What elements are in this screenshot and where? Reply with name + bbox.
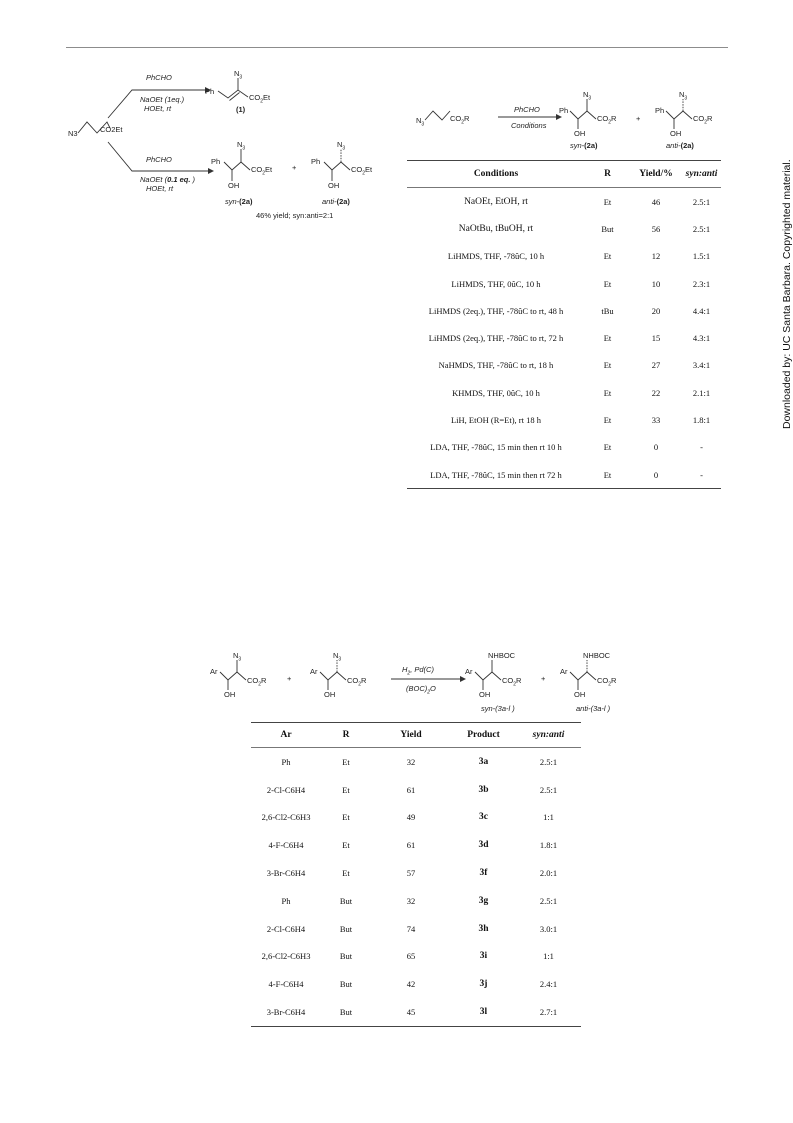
bottom-condition-solvent: HOEt, rt	[146, 184, 174, 193]
cell-yield: 0	[653, 442, 659, 453]
cell-ar: 4-F-C6H4	[268, 840, 304, 851]
product-anti-oh: OH	[574, 690, 586, 699]
cell-yield: 0	[653, 469, 659, 480]
cell-r: Et	[603, 387, 612, 398]
header-r: R	[342, 730, 350, 740]
cell-yield: 42	[406, 979, 416, 990]
cell-ar: 4-F-C6H4	[268, 979, 304, 990]
scheme-2-reagent: PhCHO	[514, 105, 540, 114]
cell-yield: 32	[406, 756, 416, 767]
product-syn-label: syn-(3a-l )	[481, 704, 515, 713]
product-1-azide: $N_3$	[234, 69, 243, 81]
scheme-2-anti-azide: $N_3$	[679, 90, 688, 102]
table-row	[251, 776, 581, 804]
cell-conditions: LiHMDS (2eq.), THF, -78ûC to rt, 48 h	[428, 305, 564, 316]
cell-r: Et	[603, 278, 612, 289]
cell-product: 3g	[478, 895, 489, 906]
cell-yield: 45	[406, 1007, 416, 1018]
cell-r: But	[339, 1007, 353, 1018]
product-1-label: (1)	[236, 105, 246, 114]
cell-product: 3i	[479, 951, 488, 962]
table-row	[251, 804, 581, 832]
bottom-reagent: PhCHO	[146, 155, 172, 164]
cell-yield: 61	[406, 784, 416, 795]
cell-yield: 57	[406, 868, 416, 879]
cell-ratio: 1:1	[543, 951, 554, 962]
top-reagent: PhCHO	[146, 73, 172, 82]
product-plus: +	[541, 674, 546, 683]
cell-ratio: 1:1	[543, 812, 554, 823]
anti-2a-azide: $N_3$	[337, 140, 346, 152]
syn-2a-ester: $CO_2Et$	[251, 165, 273, 177]
hydrogenation-reagent: $H_2$, Pd(C)	[402, 665, 434, 677]
cell-product: 3l	[479, 1007, 488, 1018]
product-1-ph: Ph	[205, 87, 215, 96]
cell-ratio: 3.4:1	[692, 360, 711, 371]
cell-yield: 65	[406, 951, 416, 962]
cell-ar: 2,6-Cl2-C6H3	[261, 812, 311, 823]
product-1-ester: $CO_2Et$	[249, 93, 271, 105]
cell-conditions: LiHMDS, THF, -78ûC, 10 h	[447, 251, 545, 262]
table-row	[407, 243, 721, 270]
cell-conditions: LDA, THF, -78ûC, 15 min then rt 72 h	[430, 469, 562, 480]
cell-ratio: 3.0:1	[539, 923, 558, 934]
hydrogenation-table	[251, 722, 581, 1027]
cell-ratio: 2.7:1	[539, 1007, 558, 1018]
table-row	[251, 943, 581, 971]
cell-product: 3h	[478, 923, 489, 934]
cell-conditions: NaOtBu, tBuOH, rt	[458, 223, 534, 234]
reactant-plus: +	[287, 674, 292, 683]
cell-r: Et	[603, 469, 612, 480]
cell-conditions: NaHMDS, THF, -78ûC to rt, 18 h	[438, 360, 554, 371]
scheme-2-anti-ester: $CO_2R$	[693, 114, 713, 126]
cell-ar: 2-Cl-C6H4	[266, 923, 306, 934]
syn-2a-oh: OH	[228, 181, 240, 190]
product-anti-nhboc: NHBOC	[583, 651, 611, 660]
cell-conditions: LDA, THF, -78ûC, 15 min then rt 10 h	[430, 442, 562, 453]
scheme-2-syn-ester: $CO_2R$	[597, 114, 617, 126]
cell-product: 3d	[478, 840, 489, 851]
scheme-2-anti-ph: Ph	[655, 106, 665, 115]
anti-2a-oh: OH	[328, 181, 340, 190]
cell-r: Et	[603, 333, 612, 344]
cell-product: 3c	[479, 812, 488, 823]
cell-r: But	[339, 923, 353, 934]
cell-r: But	[339, 951, 353, 962]
cell-ratio: 2.5:1	[539, 895, 558, 906]
anti-2a-ph: Ph	[311, 157, 321, 166]
scheme-2-syn-label: syn-(2a)	[570, 141, 598, 150]
cell-ratio: 2.5:1	[692, 223, 711, 234]
cell-r: tBu	[601, 305, 614, 316]
table-row	[407, 406, 721, 433]
cell-ratio: 2.5:1	[539, 784, 558, 795]
cell-ar: 3-Br-C6H4	[266, 1007, 306, 1018]
scheme-2-anti-label: anti-(2a)	[666, 141, 694, 150]
product-anti-ar: Ar	[560, 667, 568, 676]
cell-ratio: 2.3:1	[692, 278, 711, 289]
bottom-condition-base: NaOEt (0.1 eq. )	[140, 175, 196, 184]
reactant-syn-oh: OH	[224, 690, 236, 699]
cell-yield: 56	[651, 223, 661, 234]
conditions-table-header	[407, 161, 721, 188]
hydrogenation-table-header	[251, 723, 581, 748]
product-syn-ester: $CO_2R$	[502, 676, 522, 688]
cell-yield: 10	[651, 278, 661, 289]
cell-yield: 15	[651, 333, 661, 344]
cell-ratio: 1.5:1	[692, 251, 711, 262]
top-condition-solvent: HOEt, rt	[144, 104, 172, 113]
scheme-2-anti-oh: OH	[670, 129, 682, 138]
table-row	[251, 859, 581, 887]
table-row	[407, 215, 721, 242]
table-row	[407, 379, 721, 406]
cell-product: 3j	[479, 979, 488, 990]
cell-ratio: -	[700, 469, 703, 480]
cell-ar: 2-Cl-C6H4	[266, 784, 306, 795]
table-row	[251, 915, 581, 943]
product-anti-ester: $CO_2R$	[597, 676, 617, 688]
table-row	[251, 998, 581, 1026]
cell-yield: 49	[406, 812, 416, 823]
cell-ratio: 1.8:1	[692, 415, 711, 426]
table-row	[407, 461, 721, 489]
scheme-2-syn-ph: Ph	[559, 106, 569, 115]
cell-conditions: KHMDS, THF, 0ûC, 10 h	[452, 387, 540, 398]
cell-ratio: 2.4:1	[539, 979, 558, 990]
cell-r: Et	[603, 360, 612, 371]
cell-r: But	[601, 223, 614, 234]
cell-yield: 22	[651, 387, 661, 398]
cell-yield: 74	[406, 923, 416, 934]
table-row	[407, 352, 721, 379]
header-r: R	[604, 169, 611, 179]
cell-yield: 61	[406, 840, 416, 851]
start-azide-label: N3	[68, 129, 78, 138]
table-row	[251, 831, 581, 859]
cell-yield: 20	[651, 305, 661, 316]
table-row	[251, 887, 581, 915]
boc-reagent: $(BOC)_2O$	[406, 684, 436, 696]
cell-yield: 27	[651, 360, 661, 371]
table-row	[407, 188, 721, 216]
conditions-table	[407, 160, 721, 489]
cell-yield: 46	[651, 196, 661, 207]
cell-ratio: -	[700, 442, 703, 453]
cell-r: But	[339, 979, 353, 990]
cell-ar: 3-Br-C6H4	[266, 868, 306, 879]
table-row	[251, 970, 581, 998]
cell-r: Et	[603, 251, 612, 262]
header-conditions: Conditions	[473, 169, 519, 179]
cell-ratio: 4.4:1	[692, 305, 711, 316]
reactant-syn-ester: $CO_2R$	[247, 676, 267, 688]
cell-ratio: 2.5:1	[539, 756, 558, 767]
cell-r: Et	[342, 868, 350, 879]
product-syn-nhboc: NHBOC	[488, 651, 516, 660]
header-product: Product	[467, 730, 500, 740]
table-row	[407, 434, 721, 461]
scheme-2-conditions: Conditions	[511, 121, 547, 130]
cell-ratio: 2.5:1	[692, 196, 711, 207]
syn-2a-azide: $N_3$	[237, 140, 246, 152]
header-syn-anti: syn:anti	[532, 730, 565, 740]
table-row	[407, 297, 721, 324]
header-yield: Yield	[400, 730, 422, 740]
reactant-anti-ester: $CO_2R$	[347, 676, 367, 688]
cell-r: Et	[603, 442, 612, 453]
cell-ratio: 2.0:1	[539, 868, 558, 879]
top-condition-base: NaOEt (1eq.)	[140, 95, 185, 104]
cell-product: 3f	[479, 868, 488, 879]
table-row	[407, 324, 721, 351]
table-row	[407, 270, 721, 297]
download-watermark: Downloaded by: UC Santa Barbara. Copyrighted material.	[781, 159, 793, 429]
anti-2a-ester: $CO_2Et$	[351, 165, 373, 177]
product-syn-ar: Ar	[465, 667, 473, 676]
cell-r: Et	[342, 784, 350, 795]
header-syn-anti: syn:anti	[685, 169, 718, 179]
cell-product: 3a	[478, 756, 489, 767]
cell-product: 3b	[478, 784, 489, 795]
product-syn-oh: OH	[479, 690, 491, 699]
reactant-anti-azide: $N_3$	[333, 651, 342, 663]
scheme-1-drawing	[60, 60, 380, 235]
cell-r: But	[339, 895, 353, 906]
reactant-syn-ar: Ar	[210, 667, 218, 676]
start-ester-label: CO2Et	[100, 125, 123, 134]
plus-sign: +	[292, 163, 297, 172]
anti-2a-label: anti-(2a)	[322, 197, 350, 206]
cell-ratio: 2.1:1	[692, 387, 711, 398]
cell-r: Et	[342, 756, 350, 767]
cell-yield: 33	[651, 415, 661, 426]
syn-2a-label: syn-(2a)	[225, 197, 253, 206]
cell-r: Et	[603, 196, 612, 207]
cell-ar: Ph	[281, 756, 291, 767]
cell-ratio: 1.8:1	[539, 840, 558, 851]
cell-yield: 32	[406, 895, 416, 906]
reactant-syn-azide: $N_3$	[233, 651, 242, 663]
cell-conditions: NaOEt, EtOH, rt	[464, 196, 528, 207]
header-rule	[66, 47, 728, 48]
scheme-2-azide: $N_3$	[416, 116, 425, 128]
syn-2a-ph: Ph	[211, 157, 221, 166]
cell-ar: 2,6-Cl2-C6H3	[261, 951, 311, 962]
table-row	[251, 748, 581, 776]
cell-r: Et	[342, 840, 350, 851]
scheme-3	[208, 650, 628, 720]
reactant-anti-oh: OH	[324, 690, 336, 699]
scheme-1-result: 46% yield; syn:anti=2:1	[256, 211, 334, 220]
scheme-2-syn-azide: $N_3$	[583, 90, 592, 102]
header-ar: Ar	[280, 730, 292, 740]
header-yield: Yield/%	[639, 169, 673, 179]
cell-ratio: 4.3:1	[692, 333, 711, 344]
cell-r: Et	[603, 415, 612, 426]
scheme-2-ester: $CO_2R$	[450, 114, 470, 126]
cell-conditions: LiHMDS, THF, 0ûC, 10 h	[451, 278, 541, 289]
scheme-2-plus: +	[636, 114, 641, 123]
scheme-2	[410, 88, 730, 156]
cell-r: Et	[342, 812, 350, 823]
reactant-anti-ar: Ar	[310, 667, 318, 676]
cell-conditions: LiHMDS (2eq.), THF, -78ûC to rt, 72 h	[428, 333, 564, 344]
cell-conditions: LiH, EtOH (R=Et), rt 18 h	[450, 415, 542, 426]
cell-yield: 12	[651, 251, 661, 262]
cell-ar: Ph	[281, 895, 291, 906]
scheme-1	[60, 60, 380, 235]
product-anti-label: anti-(3a-l )	[576, 704, 611, 713]
scheme-2-syn-oh: OH	[574, 129, 586, 138]
